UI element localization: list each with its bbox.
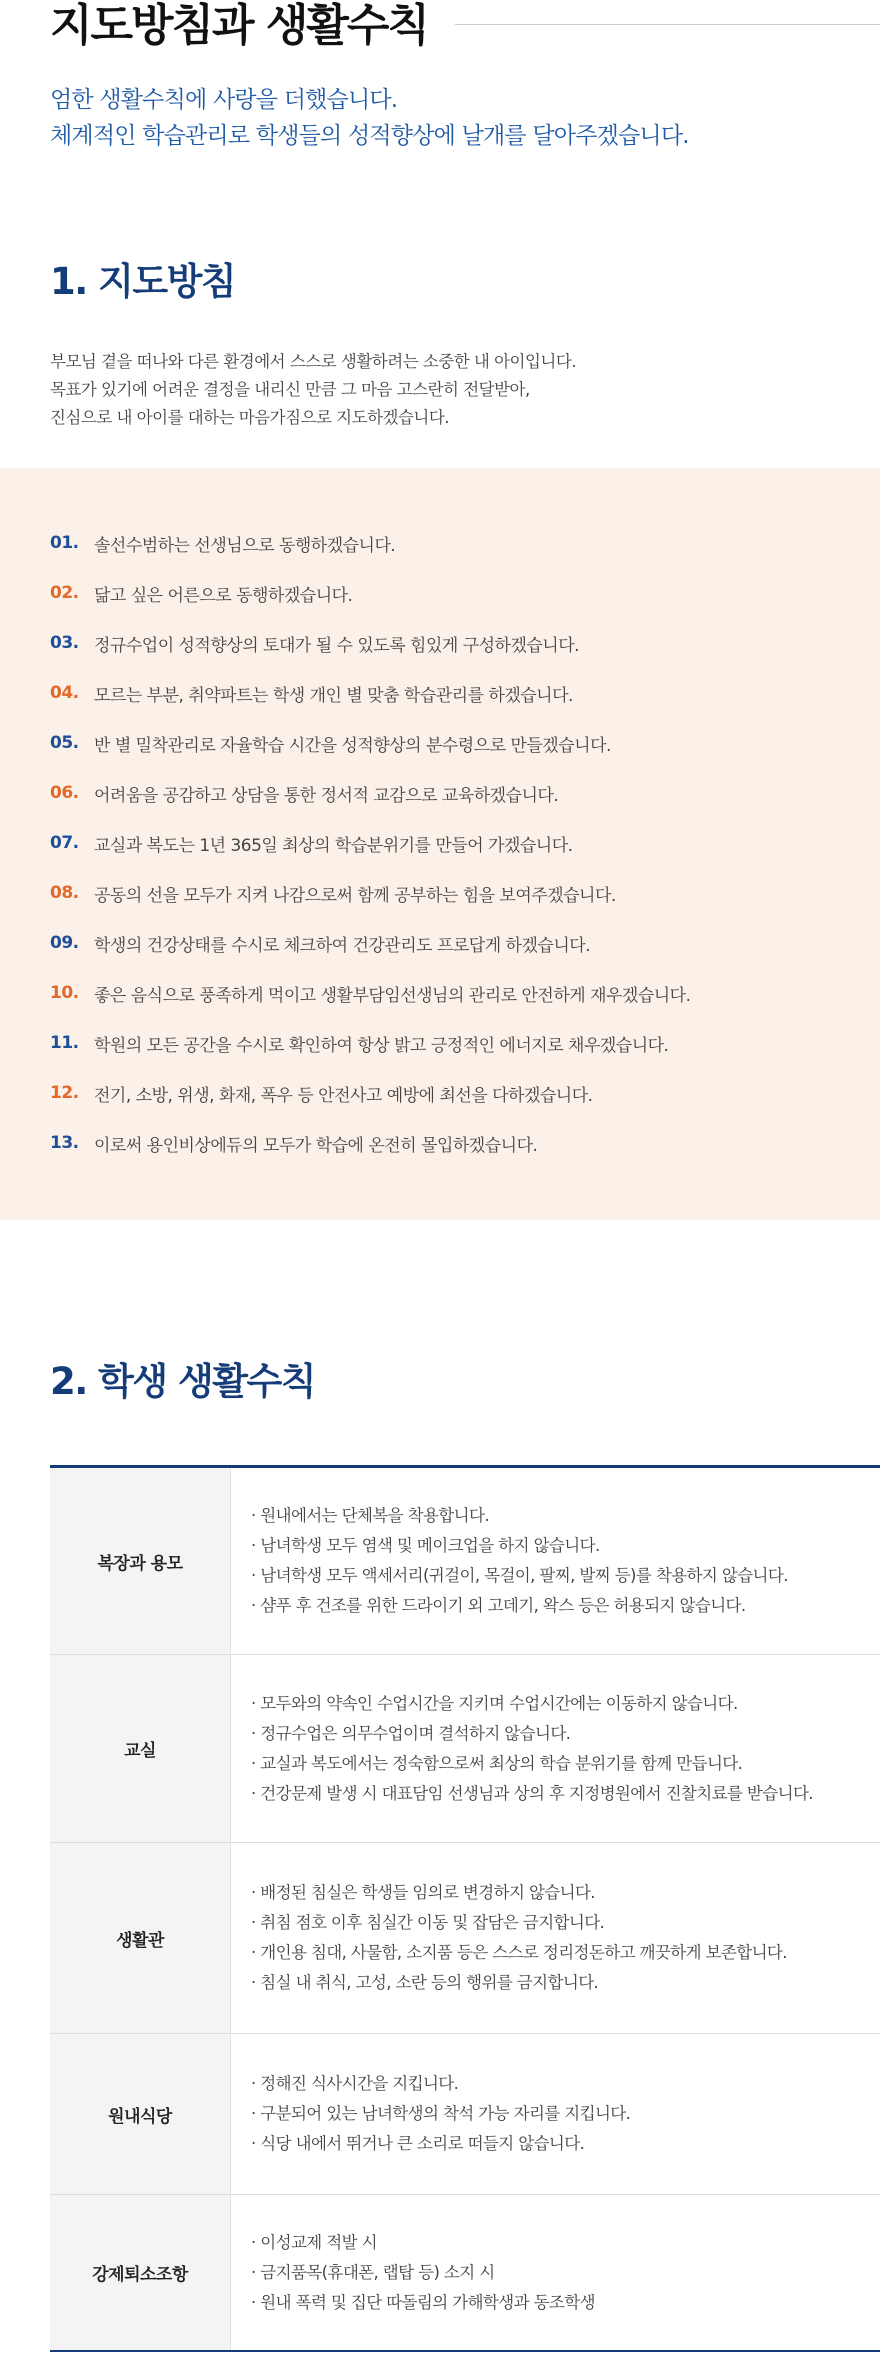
principle-text: 공동의 선을 모두가 지켜 나감으로써 함께 공부하는 힘을 보여주겠습니다. bbox=[94, 885, 616, 906]
subtitle-line: 엄한 생활수칙에 사랑을 더했습니다. bbox=[50, 87, 398, 113]
principle-text: 이로써 용인비상에듀의 모두가 학습에 온전히 몰입하겠습니다. bbox=[94, 1135, 538, 1156]
principle-text: 닮고 싶은 어른으로 동행하겠습니다. bbox=[94, 585, 353, 606]
principle-item bbox=[50, 828, 573, 858]
intro-line: 목표가 있기에 어려운 결정을 내리신 만큼 그 마음 고스란히 전달받아, bbox=[50, 380, 530, 399]
rule-item: · 정규수업은 의무수업이며 결석하지 않습니다. bbox=[251, 1723, 571, 1743]
principle-item bbox=[50, 928, 590, 958]
principle-number: 09. bbox=[50, 933, 79, 953]
principle-number: 01. bbox=[50, 533, 79, 553]
rule-item: · 남녀학생 모두 염색 및 메이크업을 하지 않습니다. bbox=[251, 1536, 600, 1555]
principle-text: 좋은 음식으로 풍족하게 먹이고 생활부담임선생님의 관리로 안전하게 재우겠습니다. bbox=[94, 985, 691, 1006]
rule-item: · 모두와의 약속인 수업시간을 지키며 수업시간에는 이동하지 않습니다. bbox=[251, 1693, 738, 1713]
rule-items bbox=[231, 1468, 880, 1654]
rule-item: · 샴푸 후 건조를 위한 드라이기 외 고데기, 왁스 등은 허용되지 않습니다. bbox=[251, 1596, 746, 1615]
principle-text: 반 별 밀착관리로 자율학습 시간을 성적향상의 분수령으로 만들겠습니다. bbox=[94, 735, 611, 756]
rule-item: · 이성교제 적발 시 bbox=[251, 2232, 377, 2252]
principle-text: 전기, 소방, 위생, 화재, 폭우 등 안전사고 예방에 최선을 다하겠습니다. bbox=[94, 1085, 593, 1106]
rules-row bbox=[50, 1843, 880, 2034]
principle-item bbox=[50, 628, 579, 658]
principle-number: 10. bbox=[50, 983, 79, 1003]
principle-item bbox=[50, 1128, 537, 1158]
principle-number: 05. bbox=[50, 733, 79, 753]
rule-items bbox=[231, 1843, 880, 2033]
subtitle-line: 체계적인 학습관리로 학생들의 성적향상에 날개를 달아주겠습니다. bbox=[50, 123, 689, 149]
intro-line: 진심으로 내 아이를 대하는 마음가짐으로 지도하겠습니다. bbox=[50, 408, 450, 427]
rule-item: · 배정된 침실은 학생들 임의로 변경하지 않습니다. bbox=[251, 1883, 595, 1902]
principle-number: 12. bbox=[50, 1083, 79, 1103]
rule-item: · 원내 폭력 및 집단 따돌림의 가해학생과 동조학생 bbox=[251, 2292, 595, 2312]
principle-number: 06. bbox=[50, 783, 79, 803]
rules-row bbox=[50, 2195, 880, 2350]
principle-item bbox=[50, 578, 352, 608]
principle-text: 어려움을 공감하고 상담을 통한 정서적 교감으로 교육하겠습니다. bbox=[94, 785, 559, 806]
rule-category: 복장과 용모 bbox=[50, 1468, 231, 1654]
section-title-guidance: 1. 지도방침 bbox=[50, 260, 236, 303]
page-subtitle bbox=[50, 82, 689, 154]
principle-number: 04. bbox=[50, 683, 79, 703]
rules-row bbox=[50, 1468, 880, 1655]
rule-category: 강제퇴소조항 bbox=[50, 2195, 231, 2350]
rule-item: · 금지품목(휴대폰, 랩탑 등) 소지 시 bbox=[251, 2262, 495, 2282]
principle-text: 정규수업이 성적향상의 토대가 될 수 있도록 힘있게 구성하겠습니다. bbox=[94, 635, 580, 656]
guidance-principles-box bbox=[0, 468, 880, 1220]
principle-item bbox=[50, 778, 558, 808]
principle-number: 13. bbox=[50, 1133, 79, 1153]
principle-text: 솔선수범하는 선생님으로 동행하겠습니다. bbox=[94, 535, 396, 556]
rule-item: · 건강문제 발생 시 대표담임 선생님과 상의 후 지정병원에서 진찰치료를 받습니다. bbox=[251, 1783, 813, 1803]
principle-item bbox=[50, 1028, 668, 1058]
rule-item: · 식당 내에서 뛰거나 큰 소리로 떠들지 않습니다. bbox=[251, 2134, 585, 2153]
rule-item: · 취침 점호 이후 침실간 이동 및 잡담은 금지합니다. bbox=[251, 1913, 605, 1932]
principle-text: 학원의 모든 공간을 수시로 확인하여 항상 밝고 긍정적인 에너지로 채우겠습니다. bbox=[94, 1035, 669, 1056]
section-title-rules: 2. 학생 생활수칙 bbox=[50, 1360, 316, 1403]
rule-items bbox=[231, 2195, 880, 2350]
intro-line: 부모님 곁을 떠나와 다른 환경에서 스스로 생활하려는 소중한 내 아이입니다. bbox=[50, 352, 577, 371]
principle-number: 03. bbox=[50, 633, 79, 653]
rules-row bbox=[50, 1655, 880, 1843]
principle-item bbox=[50, 978, 691, 1008]
principle-number: 07. bbox=[50, 833, 79, 853]
principle-text: 모르는 부분, 취약파트는 학생 개인 별 맞춤 학습관리를 하겠습니다. bbox=[94, 685, 573, 706]
rule-item: · 남녀학생 모두 액세서리(귀걸이, 목걸이, 팔찌, 발찌 등)를 착용하지 않습니다. bbox=[251, 1566, 788, 1585]
rules-row bbox=[50, 2034, 880, 2195]
rules-table bbox=[50, 1465, 880, 2352]
principle-item bbox=[50, 878, 616, 908]
page-title: 지도방침과 생활수칙 bbox=[50, 0, 428, 51]
principle-number: 02. bbox=[50, 583, 79, 603]
rule-item: · 원내에서는 단체복을 착용합니다. bbox=[251, 1506, 489, 1525]
rule-item: · 정해진 식사시간을 지킵니다. bbox=[251, 2074, 459, 2093]
rule-item: · 구분되어 있는 남녀학생의 착석 가능 자리를 지킵니다. bbox=[251, 2104, 631, 2123]
principle-item bbox=[50, 678, 573, 708]
rule-items bbox=[231, 1655, 880, 1842]
guidance-intro bbox=[50, 348, 576, 432]
rule-category: 교실 bbox=[50, 1655, 231, 1842]
rule-category: 생활관 bbox=[50, 1843, 231, 2033]
principle-item bbox=[50, 728, 611, 758]
principle-item bbox=[50, 1078, 593, 1108]
principle-text: 학생의 건강상태를 수시로 체크하여 건강관리도 프로답게 하겠습니다. bbox=[94, 935, 591, 956]
rule-category: 원내식당 bbox=[50, 2034, 231, 2194]
principle-item bbox=[50, 528, 395, 558]
rule-items bbox=[231, 2034, 880, 2194]
rule-item: · 교실과 복도에서는 정숙함으로써 최상의 학습 분위기를 함께 만듭니다. bbox=[251, 1753, 743, 1773]
rule-item: · 침실 내 취식, 고성, 소란 등의 행위를 금지합니다. bbox=[251, 1973, 599, 1992]
rule-item: · 개인용 침대, 사물함, 소지품 등은 스스로 정리정돈하고 깨끗하게 보존합니다. bbox=[251, 1943, 787, 1962]
principle-text: 교실과 복도는 1년 365일 최상의 학습분위기를 만들어 가겠습니다. bbox=[94, 835, 573, 856]
principle-number: 11. bbox=[50, 1033, 79, 1053]
title-divider bbox=[455, 24, 880, 25]
principle-number: 08. bbox=[50, 883, 79, 903]
